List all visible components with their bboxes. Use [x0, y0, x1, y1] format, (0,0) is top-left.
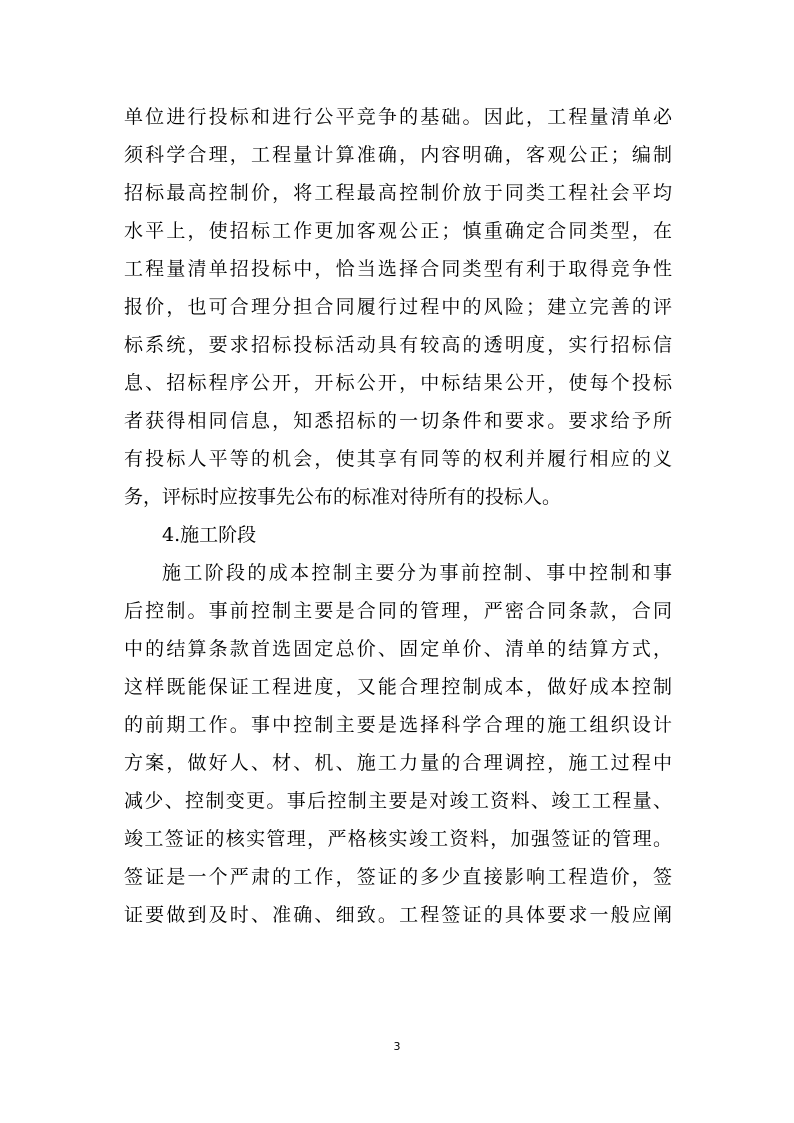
body-line-11: 务，评标时应按事先公布的标准对待所有的投标人。: [124, 486, 562, 508]
body-line-22: 证要做到及时、准确、细致。工程签证的具体要求一般应阐: [124, 904, 672, 926]
body-line-6: 报价，也可合理分担合同履行过程中的风险；建立完善的评: [124, 296, 672, 318]
body-line-2: 须科学合理，工程量计算准确，内容明确，客观公正；编制: [124, 144, 672, 166]
body-line-17: 的前期工作。事中控制主要是选择科学合理的施工组织设计: [124, 714, 672, 736]
body-line-5: 工程量清单招投标中，恰当选择合同类型有利于取得竞争性: [124, 258, 672, 280]
body-line-1: 单位进行投标和进行公平竞争的基础。因此，工程量清单必: [124, 106, 672, 128]
body-line-13: 施工阶段的成本控制主要分为事前控制、事中控制和事: [162, 562, 672, 584]
body-line-15: 中的结算条款首选固定总价、固定单价、清单的结算方式，: [124, 638, 672, 660]
body-line-18: 方案，做好人、材、机、施工力量的合理调控，施工过程中: [124, 752, 672, 774]
section-heading: 4.施工阶段: [162, 524, 257, 546]
body-line-3: 招标最高控制价，将工程最高控制价放于同类工程社会平均: [124, 182, 672, 204]
body-line-4: 水平上，使招标工作更加客观公正；慎重确定合同类型，在: [124, 220, 672, 242]
body-line-8: 息、招标程序公开，开标公开，中标结果公开，使每个投标: [124, 372, 672, 394]
body-line-21: 签证是一个严肃的工作，签证的多少直接影响工程造价，签: [124, 866, 672, 888]
body-line-19: 减少、控制变更。事后控制主要是对竣工资料、竣工工程量、: [124, 790, 672, 812]
body-line-14: 后控制。事前控制主要是合同的管理，严密合同条款，合同: [124, 600, 672, 622]
page-number: 3: [393, 1040, 401, 1053]
body-line-20: 竣工签证的核实管理，严格核实竣工资料，加强签证的管理。: [124, 828, 672, 850]
body-line-16: 这样既能保证工程进度，又能合理控制成本，做好成本控制: [124, 676, 672, 698]
body-line-10: 有投标人平等的机会，使其享有同等的权利并履行相应的义: [124, 448, 672, 470]
body-line-7: 标系统，要求招标投标活动具有较高的透明度，实行招标信: [124, 334, 672, 356]
body-line-9: 者获得相同信息，知悉招标的一切条件和要求。要求给予所: [124, 410, 672, 432]
